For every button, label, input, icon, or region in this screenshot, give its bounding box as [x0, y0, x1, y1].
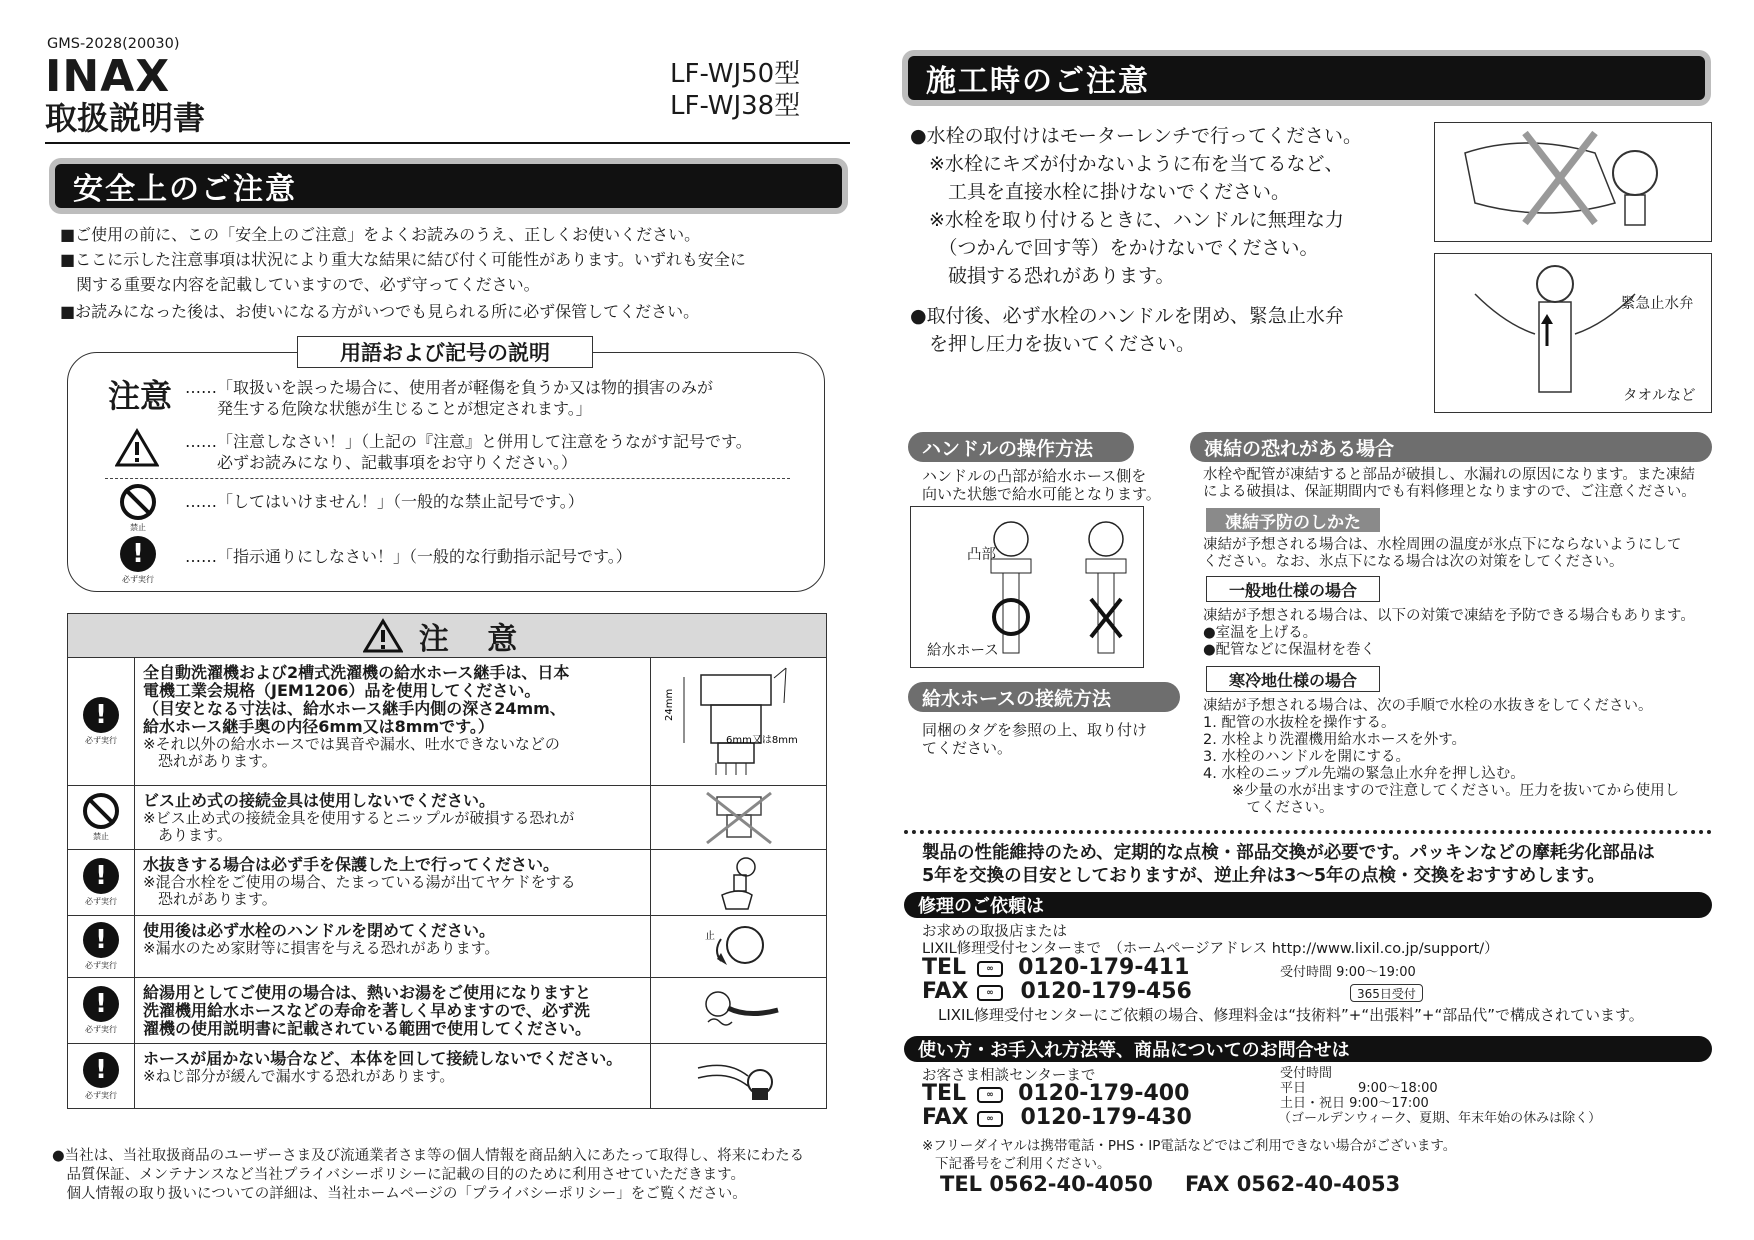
rotate-body-illustration: [651, 1044, 826, 1108]
freeze-desc-2: による破損は、保証期間内でも有料修理となりますので、ご注意ください。: [1203, 484, 1696, 500]
alt-fax[interactable]: FAX 0562-40-4053: [1185, 1172, 1401, 1196]
free-dial-icon: ∞: [977, 961, 1003, 977]
alt-tel[interactable]: TEL 0562-40-4050: [940, 1172, 1153, 1196]
inquiry-fax: FAX ∞ 0120-179-430: [922, 1105, 1192, 1130]
cold-desc-7: てください。: [1203, 800, 1334, 816]
cold-desc-2: 1. 配管の水抜栓を操作する。: [1203, 715, 1396, 731]
caution-note: ※混合水栓をご使用の場合、たまっている湯が出てヤケドをする: [143, 873, 576, 891]
install-line-6: 破損する恐れがあります。: [910, 265, 1175, 287]
mandatory-icon: ! 必ず実行: [120, 536, 156, 585]
towel-label: タオルなど: [1623, 388, 1696, 404]
repair-hours: 受付時間 9:00〜19:00: [1280, 965, 1416, 980]
inquiry-holiday: （ゴールデンウィーク、夏期、年末年始の休みは除く）: [1278, 1111, 1602, 1126]
free-dial-icon: ∞: [977, 1111, 1003, 1127]
repair-line-1: お求めの取扱店または: [922, 924, 1067, 940]
screw-fitting-illustration: [651, 786, 826, 849]
caution-row: ! 必ず実行 水抜きする場合は必ず手を保護した上で行ってください。 ※混合水栓をご使用の場合、たまっている湯が出てヤケドをする 恐れがあります。: [68, 850, 826, 916]
safety-intro-2: ■ここに示した注意事項は状況により重大な結果に結び付く可能性があります。いずれも安全に: [60, 250, 746, 269]
mandatory-icon: !: [83, 697, 119, 733]
caution-title: 全自動洗濯機および2槽式洗濯機の給水ホース継手は、日本: [143, 663, 570, 682]
safety-intro-4: ■お読みになった後は、お使いになる方がいつでも見られる所に必ず保管してください。: [60, 302, 700, 321]
doc-title: 取扱説明書: [45, 99, 206, 137]
caution-title: 給水ホース継手奥の内径6mm又は8mmです。）: [143, 717, 494, 736]
general-desc-3: ●配管などに保温材を巻く: [1203, 642, 1376, 658]
hose-title: 給水ホースの接続方法: [908, 682, 1180, 712]
caution-row: ! 必ず実行 全自動洗濯機および2槽式洗濯機の給水ホース継手は、日本 電機工業会規格（JEM1206）品を使用してください。 （目安となる寸法は、給水ホース継手内側の深さ24mm、 給水ホース継手奥の内径6mm又は8mmです。） ※それ以外の給水ホースでは異音や漏水、吐水できないなどの 恐れがあります。 24mm 6mm又は8mm: [68, 658, 826, 786]
repair-fax: FAX ∞ 0120-179-456: [922, 979, 1192, 1004]
safety-banner: 安全上のご注意: [55, 164, 842, 208]
mandatory-icon: !: [83, 986, 119, 1022]
emergency-valve-illustration: [1434, 253, 1712, 413]
legend-divider: [105, 478, 790, 479]
prevent-desc-2: ください。なお、氷点下になる場合は次の対策をしてください。: [1203, 554, 1624, 570]
install-line-4: ※水栓を取り付けるときに、ハンドルに無理な力: [910, 209, 1344, 231]
caution-title: ホースが届かない場合など、本体を回して接続しないでください。: [143, 1049, 623, 1068]
wrench-prohibited-illustration: [1434, 122, 1712, 242]
drain-illustration: [651, 850, 826, 915]
convex-label: 凸部: [967, 547, 996, 563]
maintenance-1: 製品の性能維持のため、定期的な点検・部品交換が必要です。パッキンなどの摩耗劣化部品は: [922, 843, 1655, 863]
prohibit-icon: [83, 793, 119, 829]
caution-table: [67, 613, 827, 1109]
caution-note: ※ビス止め式の接続金具を使用するとニップルが破損する恐れが: [143, 809, 575, 827]
freeze-desc-1: 水栓や配管が凍結すると部品が破損し、水漏れの原因になります。また凍結: [1203, 467, 1695, 483]
safety-intro-1: ■ご使用の前に、この「安全上のご注意」をよくお読みのうえ、正しくお使いください。: [60, 225, 701, 244]
prohibit-desc: ……「してはいけません！」（一般的な禁止記号です。）: [185, 492, 584, 511]
caution-title: 給湯用としてご使用の場合は、熱いお湯をご使用になりますと: [143, 983, 592, 1002]
install-line-7: ●取付後、必ず水栓のハンドルを閉め、緊急止水弁: [910, 305, 1344, 327]
repair-line-2: LIXIL修理受付センターまで （ホームページアドレス http://www.lixil.co.jp/support/）: [922, 941, 1499, 957]
inquiry-hours-title: 受付時間: [1280, 1066, 1333, 1081]
install-line-8: を押し圧力を抜いてください。: [910, 333, 1196, 355]
general-title: 一般地仕様の場合: [1206, 576, 1380, 602]
model-1: LF-WJ50型: [670, 59, 801, 89]
mandatory-icon: !: [83, 1052, 119, 1088]
svg-text:止: 止: [704, 930, 715, 942]
warning-triangle-icon: [363, 618, 403, 654]
repair-title: 修理のご依頼は: [904, 892, 1712, 918]
freeze-title: 凍結の恐れがある場合: [1190, 432, 1712, 462]
doc-code: GMS-2028(20030): [47, 36, 180, 52]
install-line-5: （つかんで回す等）をかけないでください。: [910, 237, 1319, 259]
inquiry-tel-number[interactable]: 0120-179-400: [1018, 1081, 1190, 1106]
caution-note: ※それ以外の給水ホースでは異音や漏水、吐水できないなどの: [143, 735, 560, 753]
prevent-desc-1: 凍結が予想される場合は、水栓周囲の温度が氷点下にならないようにして: [1203, 537, 1682, 553]
caution-title: 使用後は必ず水栓のハンドルを閉めてください。: [143, 921, 496, 940]
hose-joint-illustration: [651, 658, 826, 785]
caution-row: ! 必ず実行 使用後は必ず水栓のハンドルを閉めてください。 ※漏水のため家財等に損害を与える恐れがあります。 止: [68, 916, 826, 978]
caution-title: 電機工業会規格（JEM1206）品を使用してください。: [143, 681, 541, 700]
free-dial-icon: ∞: [977, 1087, 1003, 1103]
repair-fax-number[interactable]: 0120-179-456: [1020, 979, 1192, 1004]
handle-diagram: [910, 506, 1144, 668]
dotted-divider: [904, 830, 1712, 834]
hot-water-hose-illustration: [651, 978, 826, 1043]
inquiry-weekend: 土日・祝日 9:00〜17:00: [1280, 1096, 1429, 1111]
handle-title: ハンドルの操作方法: [908, 432, 1134, 462]
caution-title: 洗濯機用給水ホースなどの寿命を著しく早めますので、必ず洗: [143, 1001, 590, 1020]
install-line-2: ※水栓にキズが付かないように布を当てるなど、: [910, 153, 1344, 175]
model-2: LF-WJ38型: [670, 91, 801, 121]
brand-logo: INAX: [45, 51, 171, 102]
caution-title: 濯機の使用説明書に記載されている範囲で使用してください。: [143, 1019, 592, 1038]
warn-desc-1: ……「注意しなさい！」（上記の『注意』と併用して注意をうながす記号です。: [185, 432, 752, 451]
free-dial-note: ※フリーダイヤルは携帯電話・PHS・IP電話などではご利用できない場合がございます。: [922, 1138, 1457, 1154]
warn-desc-2: 必ずお読みになり、記載事項をお守りください。）: [185, 453, 578, 472]
general-desc-1: 凍結が予想される場合は、以下の対策で凍結を予防できる場合もあります。: [1203, 608, 1695, 624]
free-dial-icon: ∞: [977, 985, 1003, 1001]
repair-days-badge: 365日受付: [1350, 984, 1423, 1002]
cold-desc-5: 4. 水栓のニップル先端の緊急止水弁を押し込む。: [1203, 766, 1525, 782]
caution-desc-1: ……「取扱いを誤った場合に、使用者が軽傷を負うか又は物的損害のみが: [185, 378, 714, 397]
caution-table-header: 注 意: [68, 614, 826, 658]
caution-desc-2: 発生する危険な状態が生じることが想定されます。」: [185, 399, 592, 418]
caution-title: （目安となる寸法は、給水ホース継手内側の深さ24mm、: [143, 699, 566, 718]
handle-desc-2: 向いた状態で給水可能となります。: [922, 485, 1161, 503]
repair-tel: TEL ∞ 0120-179-411: [922, 955, 1190, 980]
repair-fee-note: LIXIL修理受付センターにご依頼の場合、修理料金は“技術料”+“出張料”+“部品代”で構成されています。: [938, 1006, 1644, 1024]
mandatory-icon: !: [83, 858, 119, 894]
caution-title: 水抜きする場合は必ず手を保護した上で行ってください。: [143, 855, 560, 874]
privacy-3: 個人情報の取り扱いについての詳細は、当社ホームページの「プライバシーポリシー」をご覧ください。: [52, 1186, 747, 1202]
inquiry-line-1: お客さま相談センターまで: [922, 1068, 1096, 1084]
cold-desc-3: 2. 水栓より洗濯機用給水ホースを外す。: [1203, 732, 1467, 748]
repair-tel-number[interactable]: 0120-179-411: [1018, 955, 1190, 980]
caution-note: あります。: [143, 826, 232, 844]
hose-label: 給水ホース: [927, 643, 999, 659]
caution-row: 禁止 ビス止め式の接続金具は使用しないでください。 ※ビス止め式の接続金具を使用するとニップルが破損する恐れが あります。: [68, 786, 826, 850]
warning-triangle-icon: [115, 428, 159, 468]
mandatory-icon: !: [83, 922, 119, 958]
inquiry-title: 使い方・お手入れ方法等、商品についてのお問合せは: [904, 1036, 1712, 1062]
valve-label: 緊急止水弁: [1621, 296, 1694, 312]
legend-title: 用語および記号の説明: [297, 336, 593, 368]
header-rule: [45, 142, 850, 144]
handle-desc-1: ハンドルの凸部が給水ホース側を: [922, 467, 1147, 485]
caution-word: 注意: [108, 377, 173, 415]
general-desc-2: ●室温を上げる。: [1203, 625, 1318, 641]
maintenance-2: 5年を交換の目安としておりますが、逆止弁は3〜5年の点検・交換をおすすめします。: [922, 866, 1605, 886]
hose-desc-2: てください。: [922, 739, 1013, 757]
inquiry-tel: TEL ∞ 0120-179-400: [922, 1081, 1190, 1106]
prevent-title: 凍結予防のしかた: [1206, 508, 1380, 532]
privacy-2: 品質保証、メンテナンスなど当社プライバシーポリシーに記載の目的のために利用させていただきます。: [52, 1167, 745, 1183]
privacy-1: ●当社は、当社取扱商品のユーザーさま及び流通業者さま等の個人情報を商品納入にあたって取得し、将来にわたる: [52, 1148, 805, 1164]
inquiry-fax-number[interactable]: 0120-179-430: [1020, 1105, 1192, 1130]
caution-note: 恐れがあります。: [143, 752, 277, 770]
cold-desc-4: 3. 水栓のハンドルを開にする。: [1203, 749, 1410, 765]
caution-note: ※漏水のため家財等に損害を与える恐れがあります。: [143, 939, 500, 957]
alt-note: 下記番号をご利用ください。: [935, 1156, 1111, 1172]
caution-note: 恐れがあります。: [143, 890, 277, 908]
mandatory-desc: ……「指示通りにしなさい！」（一般的な行動指示記号です。）: [185, 547, 632, 566]
prohibit-icon: 禁止: [120, 484, 156, 533]
cold-desc-6: ※少量の水が出ますので注意してください。圧力を抜いてから使用し: [1203, 783, 1680, 799]
hose-desc-1: 同梱のタグを参照の上、取り付け: [922, 721, 1148, 739]
inquiry-weekday: 平日 9:00〜18:00: [1280, 1081, 1438, 1096]
cold-title: 寒冷地仕様の場合: [1206, 666, 1380, 692]
safety-intro-3: 関する重要な内容を記載していますので、必ず守ってください。: [60, 275, 540, 294]
caution-row: ! 必ず実行 ホースが届かない場合など、本体を回して接続しないでください。 ※ねじ部分が緩んで漏水する恐れがあります。: [68, 1044, 826, 1108]
install-line-3: 工具を直接水栓に掛けないでください。: [910, 181, 1291, 203]
svg-text:24mm: 24mm: [664, 688, 675, 721]
svg-text:6mm又は8mm: 6mm又は8mm: [726, 734, 798, 746]
caution-title: ビス止め式の接続金具は使用しないでください。: [143, 791, 496, 810]
caution-note: ※ねじ部分が緩んで漏水する恐れがあります。: [143, 1067, 455, 1085]
handle-close-illustration: [651, 916, 826, 977]
install-banner: 施工時のご注意: [908, 56, 1705, 100]
caution-row: ! 必ず実行 給湯用としてご使用の場合は、熱いお湯をご使用になりますと 洗濯機用給水ホースなどの寿命を著しく早めますので、必ず洗 濯機の使用説明書に記載されている範囲で使用してください。: [68, 978, 826, 1044]
install-line-1: ●水栓の取付けはモーターレンチで行ってください。: [910, 125, 1362, 147]
cold-desc-1: 凍結が予想される場合は、次の手順で水栓の水抜きをしてください。: [1203, 698, 1653, 714]
